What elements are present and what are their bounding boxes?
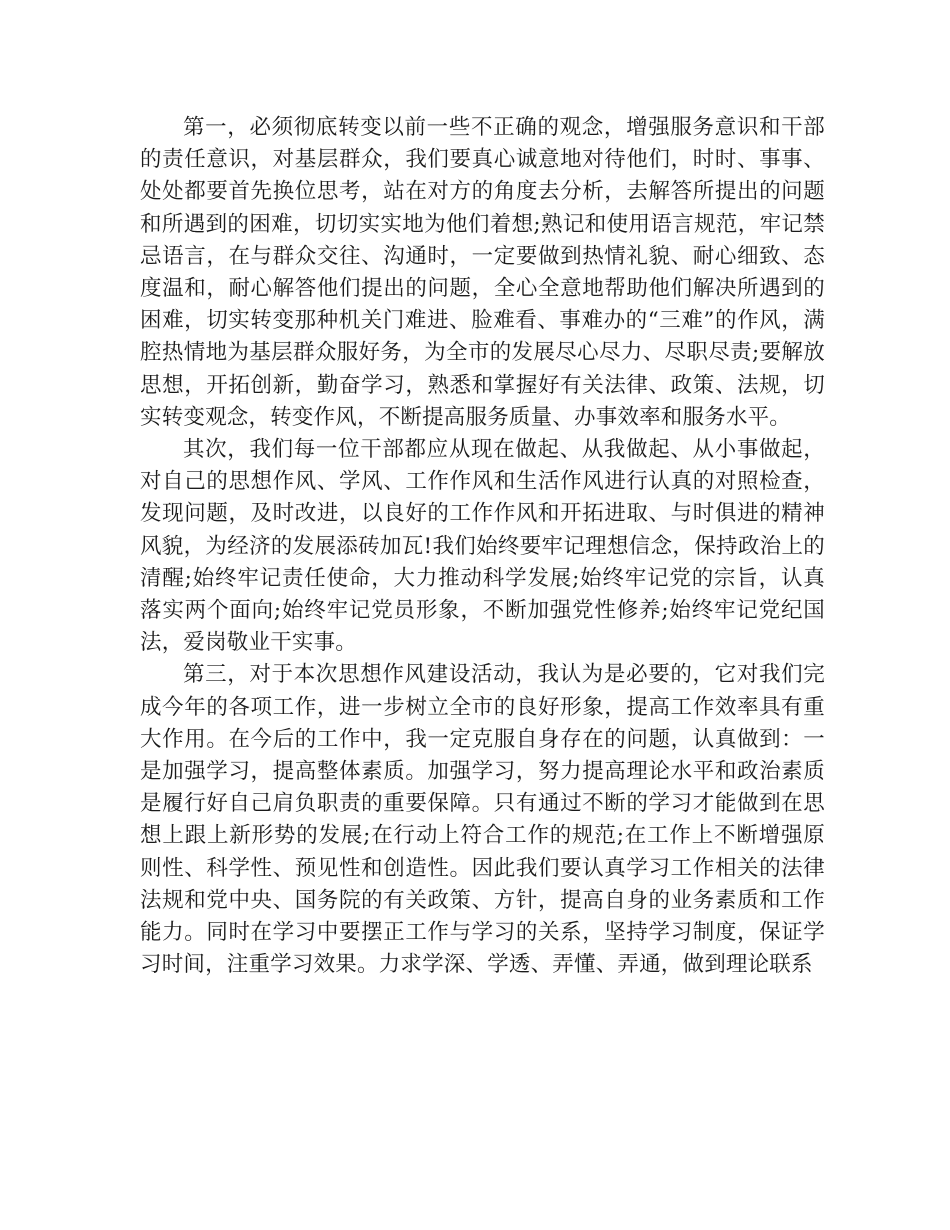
- paragraph-first: 第一，必须彻底转变以前一些不正确的观念，增强服务意识和干部的责任意识，对基层群众，我们要真心诚意地对待他们，时时、事事、处处都要首先换位思考，站在对方的角度去分析，去解答所提出的问题和所遇到的困难，切切实实地为他们着想;熟记和使用语言规范，牢记禁忌语言，在与群众交往、沟通时，一定要做到热情礼貌、耐心细致、态度温和，耐心解答他们提出的问题，全心全意地帮助他们解决所遇到的困难，切实转变那种机关门难进、脸难看、事难办的“三难”的作风，满腔热情地为基层群众服好务，为全市的发展尽心尽力、尽职尽责;要解放思想，开拓创新，勤奋学习，熟悉和掌握好有关法律、政策、法规，切实转变观念，转变作风，不断提高服务质量、办事效率和服务水平。: [140, 115, 825, 430]
- document-body: [140, 112, 825, 981]
- paragraph-second: 其次，我们每一位干部都应从现在做起、从我做起、从小事做起，对自己的思想作风、学风、工作作风和生活作风进行认真的对照检查，发现问题，及时改进，以良好的工作作风和开拓进取、与时俱进的精神风貌，为经济的发展添砖加瓦!我们始终要牢记理想信念，保持政治上的清醒;始终牢记责任使命，大力推动科学发展;始终牢记党的宗旨，认真落实两个面向;始终牢记党员形象，不断加强党性修养;始终牢记党纪国法，爱岗敬业干实事。: [140, 437, 825, 656]
- paragraph-third: 第三，对于本次思想作风建设活动，我认为是必要的，它对我们完成今年的各项工作，进一步树立全市的良好形象，提高工作效率具有重大作用。在今后的工作中，我一定克服自身存在的问题，认真做到：一是加强学习，提高整体素质。加强学习，努力提高理论水平和政治素质是履行好自己肩负职责的重要保障。只有通过不断的学习才能做到在思想上跟上新形势的发展;在行动上符合工作的规范;在工作上不断增强原则性、科学性、预见性和创造性。因此我们要认真学习工作相关的法律法规和党中央、国务院的有关政策、方针，提高自身的业务素质和工作能力。同时在学习中要摆正工作与学习的关系，坚持学习制度，保证学习时间，注重学习效果。力求学深、学透、弄懂、弄通，做到理论联系: [140, 662, 825, 978]
